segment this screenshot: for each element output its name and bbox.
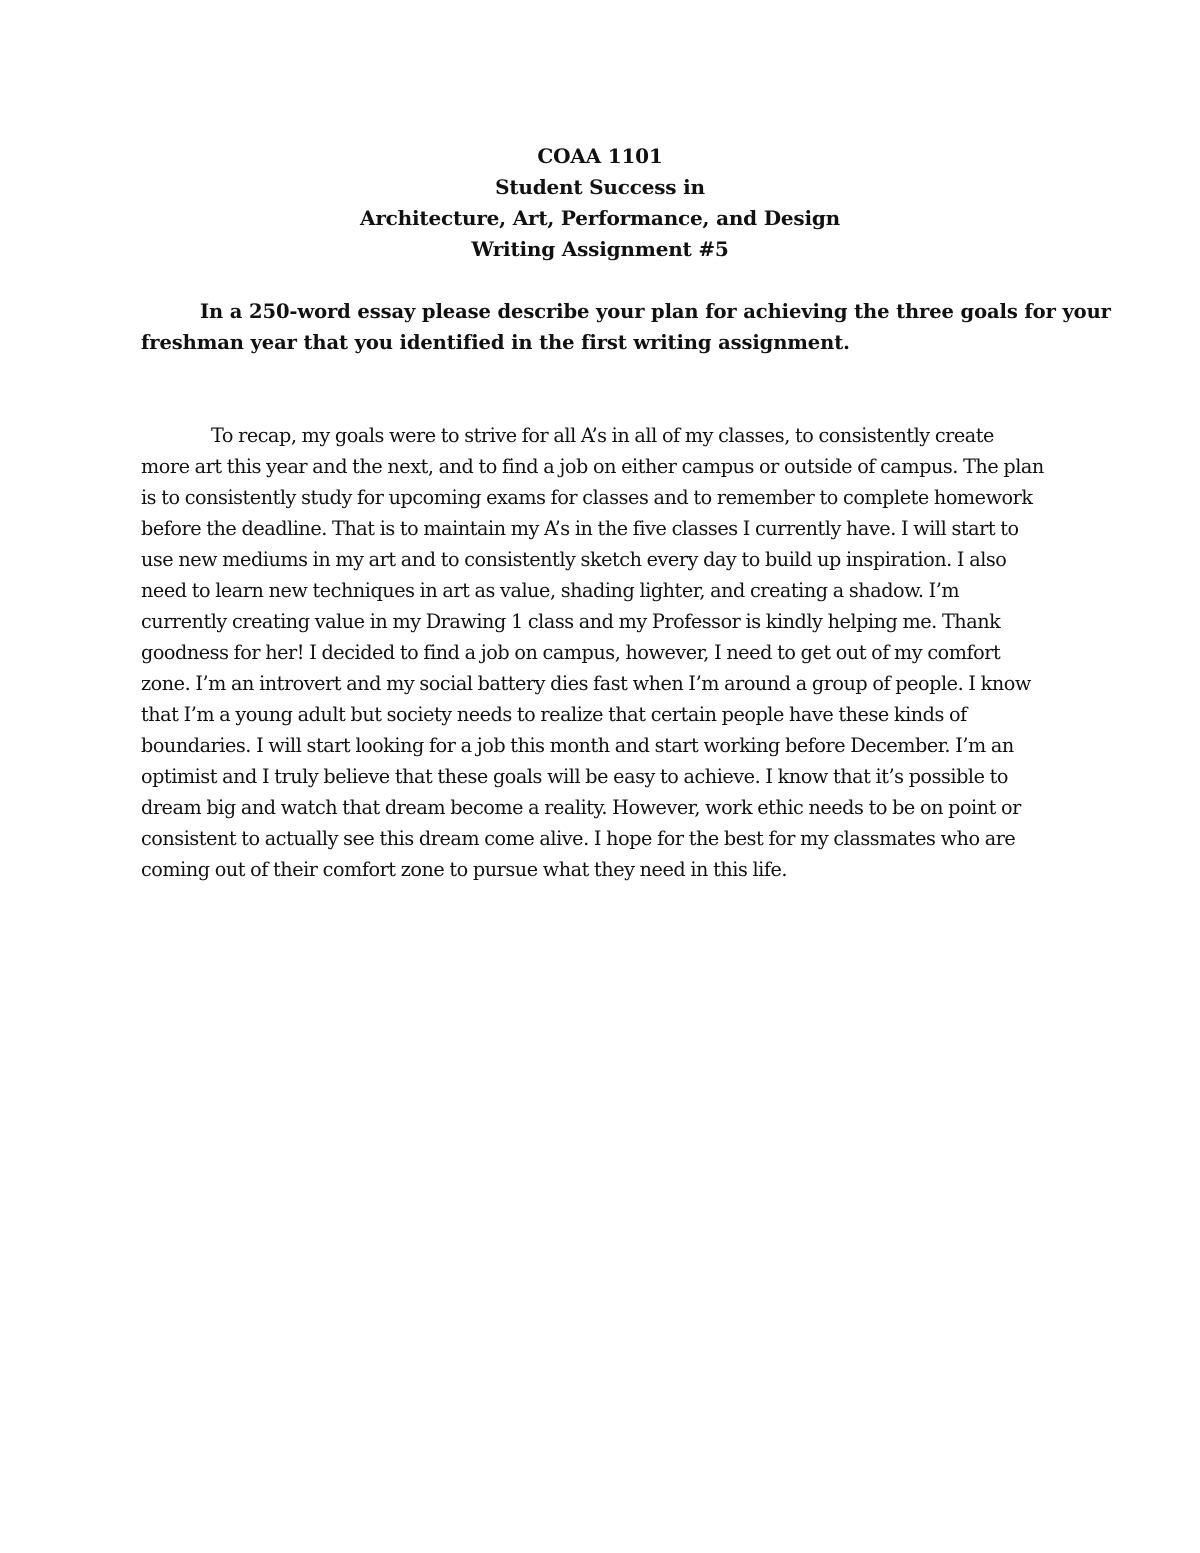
prompt-line: In a 250-word essay please describe your plan for achieving the three goals for your <box>200 300 1111 323</box>
essay-line: boundaries. I will start looking for a job this month and start working before December. I’m an <box>141 734 1014 757</box>
essay-line: optimist and I truly believe that these goals will be easy to achieve. I know that it’s possible to <box>141 765 1009 788</box>
essay-line: more art this year and the next, and to find a job on either campus or outside of campus. The plan <box>141 455 1044 478</box>
essay-line: before the deadline. That is to maintain my A’s in the five classes I currently have. I will start to <box>141 517 1019 540</box>
essay-body <box>141 420 1061 885</box>
assignment-title: Writing Assignment #5 <box>471 237 729 261</box>
essay-line: use new mediums in my art and to consistently sketch every day to build up inspiration. I also <box>141 548 1007 571</box>
essay-line: is to consistently study for upcoming exams for classes and to remember to complete homework <box>141 486 1033 509</box>
course-code: COAA 1101 <box>537 144 663 168</box>
essay-line: coming out of their comfort zone to pursue what they need in this life. <box>141 858 788 881</box>
essay-line: dream big and watch that dream become a reality. However, work ethic needs to be on point or <box>141 796 1021 819</box>
prompt-line: freshman year that you identified in the first writing assignment. <box>141 331 850 354</box>
essay-line: need to learn new techniques in art as value, shading lighter, and creating a shadow. I’m <box>141 579 960 602</box>
essay-line: consistent to actually see this dream come alive. I hope for the best for my classmates who are <box>141 827 1016 850</box>
essay-line: that I’m a young adult but society needs to realize that certain people have these kinds of <box>141 703 967 726</box>
document-heading <box>0 141 1200 265</box>
course-title-line-2: Architecture, Art, Performance, and Design <box>360 206 840 230</box>
course-title-line-1: Student Success in <box>495 175 705 199</box>
essay-line: zone. I’m an introvert and my social battery dies fast when I’m around a group of people. I know <box>141 672 1031 695</box>
assignment-prompt <box>141 296 1111 358</box>
essay-line: currently creating value in my Drawing 1 class and my Professor is kindly helping me. Thank <box>141 610 1001 633</box>
essay-line: goodness for her! I decided to find a job on campus, however, I need to get out of my comfort <box>141 641 1001 664</box>
essay-line: To recap, my goals were to strive for all A’s in all of my classes, to consistently create <box>211 424 994 447</box>
